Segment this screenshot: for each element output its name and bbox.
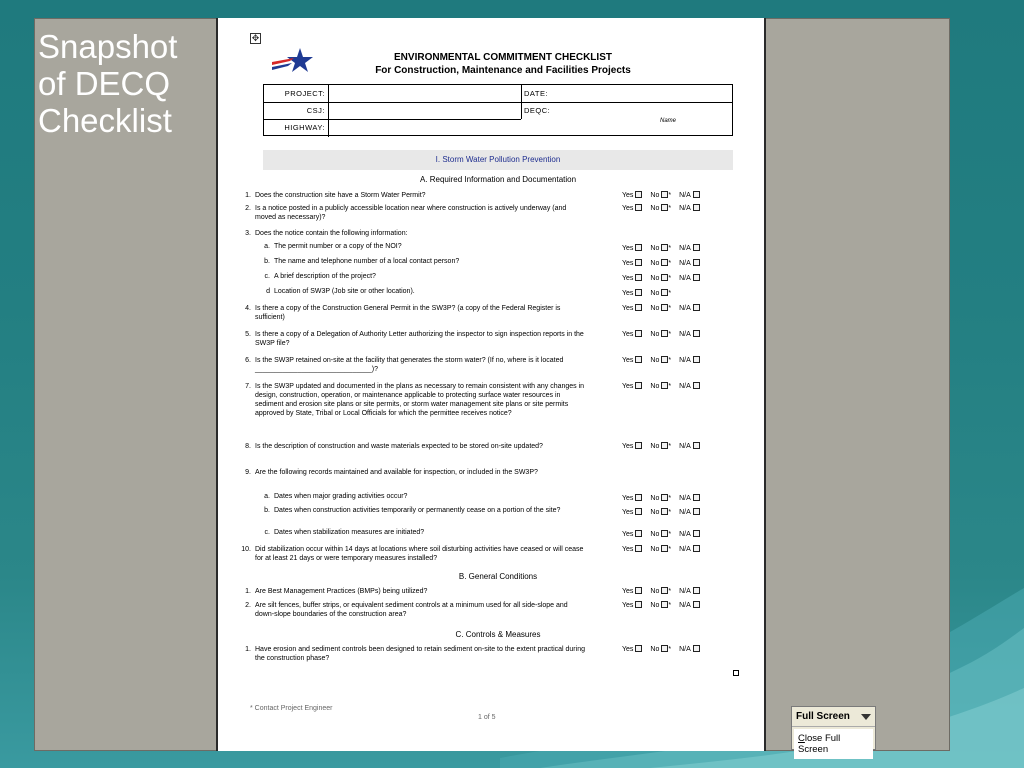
option-no: [650, 244, 671, 253]
option-na-checkbox[interactable]: [693, 442, 700, 449]
option-no: [650, 645, 671, 654]
option-na-checkbox[interactable]: [693, 259, 700, 266]
option-yes: [622, 289, 642, 298]
option-no-label: No: [650, 192, 660, 199]
option-na-label: N/A: [679, 205, 691, 212]
option-no: [650, 289, 671, 298]
option-yes-label: Yes: [622, 305, 634, 312]
option-yes: [622, 382, 642, 391]
option-yes-checkbox[interactable]: [635, 244, 642, 251]
item-text: Does the notice contain the following information:: [255, 230, 408, 237]
option-na-checkbox[interactable]: [693, 587, 700, 594]
item-number: a.: [264, 243, 270, 250]
option-yes-label: Yes: [622, 531, 634, 538]
item-number: 4.: [245, 305, 251, 312]
option-no-label: No: [650, 509, 660, 516]
option-yes-label: Yes: [622, 192, 634, 199]
contact-engineer-star: *: [668, 245, 672, 252]
option-no-label: No: [650, 383, 660, 390]
title-line-2: For Construction, Maintenance and Facilities Projects: [375, 65, 631, 76]
option-no-label: No: [650, 531, 660, 538]
contact-engineer-star: *: [668, 192, 672, 199]
option-na: [679, 508, 700, 517]
item-number: 1.: [245, 588, 251, 595]
item-number: b.: [264, 507, 270, 514]
item-text: Have erosion and sediment controls been designed to retain sediment on-site to the extent practical during the construction phase?: [255, 646, 585, 662]
contact-engineer-star: *: [668, 531, 672, 538]
footnote: * Contact Project Engineer: [250, 705, 333, 712]
item-text: Are Best Management Practices (BMPs) being utilized?: [255, 588, 428, 595]
option-no-label: No: [650, 495, 660, 502]
answer-options: [622, 530, 708, 539]
option-no-label: No: [650, 260, 660, 267]
option-yes-label: Yes: [622, 546, 634, 553]
option-na-checkbox[interactable]: [693, 530, 700, 537]
contact-engineer-star: *: [668, 357, 672, 364]
option-no: [650, 601, 671, 610]
option-yes-label: Yes: [622, 383, 634, 390]
option-na: [679, 382, 700, 391]
answer-options: [622, 587, 708, 596]
fullscreen-menu: [791, 706, 876, 755]
option-yes-label: Yes: [622, 205, 634, 212]
highway-label: HIGHWAY:: [284, 123, 325, 132]
item-number: 2.: [245, 602, 251, 609]
item-number: 1.: [245, 192, 251, 199]
answer-options: [622, 601, 708, 610]
item-text: Is the SW3P updated and documented in the plans as necessary to remain consistent with any changes in design, construction, operation, or maintenance applicable to protecting surface water resources in sediment and erosion site plans or site permits, or storm water management site plans or site permits approved by State, Tribal or Local Officials for which the permittee receives notice?: [255, 383, 585, 417]
option-no: [650, 442, 671, 451]
option-no: [650, 494, 671, 503]
option-yes: [622, 442, 642, 451]
item-text: Is the description of construction and waste materials expected to be stored on-site updated?: [255, 443, 543, 450]
option-yes: [622, 330, 642, 339]
option-yes-label: Yes: [622, 509, 634, 516]
item-text: Location of SW3P (Job site or other location).: [274, 288, 415, 295]
option-na: [679, 259, 700, 268]
answer-options: [622, 191, 708, 200]
option-na-checkbox[interactable]: [693, 382, 700, 389]
option-no-label: No: [650, 245, 660, 252]
option-no-label: No: [650, 275, 660, 282]
project-info-table: [263, 84, 733, 136]
option-yes-label: Yes: [622, 290, 634, 297]
contact-engineer-star: *: [668, 205, 672, 212]
item-number: 1.: [245, 646, 251, 653]
contact-engineer-star: *: [668, 383, 672, 390]
subsection-a: A. Required Information and Documentation: [419, 175, 577, 184]
answer-options: [622, 508, 708, 517]
option-yes: [622, 530, 642, 539]
option-yes-checkbox[interactable]: [635, 508, 642, 515]
item-number: 5.: [245, 331, 251, 338]
option-yes: [622, 191, 642, 200]
option-no: [650, 330, 671, 339]
option-na-checkbox[interactable]: [693, 356, 700, 363]
option-na-label: N/A: [679, 588, 691, 595]
option-na-label: N/A: [679, 192, 691, 199]
end-checkbox[interactable]: [733, 670, 739, 676]
contact-engineer-star: *: [668, 546, 672, 553]
option-na-label: N/A: [679, 546, 691, 553]
option-na: [679, 191, 700, 200]
item-text: The permit number or a copy of the NOI?: [274, 243, 402, 250]
contact-engineer-star: *: [668, 443, 672, 450]
option-no-label: No: [650, 331, 660, 338]
option-yes-checkbox[interactable]: [635, 545, 642, 552]
option-yes-checkbox[interactable]: [635, 274, 642, 281]
option-yes-checkbox[interactable]: [635, 442, 642, 449]
option-yes: [622, 508, 642, 517]
option-no: [650, 204, 671, 213]
contact-engineer-star: *: [668, 495, 672, 502]
document-page: [218, 18, 766, 751]
option-yes: [622, 274, 642, 283]
item-text: Did stabilization occur within 14 days at locations where soil disturbing activities have ceased or will cease for at least 21 days or were temporary measures installed?: [255, 546, 584, 562]
fullscreen-label: Full Screen: [796, 711, 850, 722]
option-yes-checkbox[interactable]: [635, 304, 642, 311]
option-na-label: N/A: [679, 495, 691, 502]
option-no: [650, 545, 671, 554]
document-title: [338, 51, 668, 77]
contact-engineer-star: *: [668, 588, 672, 595]
option-na-checkbox[interactable]: [693, 274, 700, 281]
fullscreen-button[interactable]: [792, 707, 875, 727]
item-text: Dates when stabilization measures are initiated?: [274, 529, 425, 536]
option-na-label: N/A: [679, 646, 691, 653]
item-text: Are silt fences, buffer strips, or equivalent sediment controls at a minimum used for all side-slope and down-slope boundaries of the construction area?: [255, 602, 568, 618]
contact-engineer-star: *: [668, 509, 672, 516]
answer-options: [622, 289, 679, 298]
option-no: [650, 508, 671, 517]
option-no: [650, 587, 671, 596]
option-no-label: No: [650, 305, 660, 312]
item-text: Is the SW3P retained on-site at the facility that generates the storm water? (If no, where is it located ______________________________)?: [255, 357, 564, 373]
project-label: PROJECT:: [284, 89, 325, 98]
item-number: 10.: [241, 546, 251, 553]
option-yes-label: Yes: [622, 602, 634, 609]
contact-engineer-star: *: [668, 275, 672, 282]
option-na: [679, 530, 700, 539]
page-number: 1 of 5: [478, 714, 496, 721]
item-number: 8.: [245, 443, 251, 450]
option-no-label: No: [650, 546, 660, 553]
option-no-label: No: [650, 443, 660, 450]
option-yes-checkbox[interactable]: [635, 289, 642, 296]
answer-options: [622, 382, 708, 391]
item-text: Does the construction site have a Storm Water Permit?: [255, 192, 426, 199]
answer-options: [622, 274, 708, 283]
option-yes: [622, 601, 642, 610]
contact-engineer-star: *: [668, 646, 672, 653]
option-no: [650, 191, 671, 200]
option-no: [650, 274, 671, 283]
csj-label: CSJ:: [306, 106, 325, 115]
option-yes-checkbox[interactable]: [635, 530, 642, 537]
option-na: [679, 204, 700, 213]
move-handle-icon[interactable]: ✥: [251, 33, 260, 43]
option-yes-checkbox[interactable]: [635, 382, 642, 389]
answer-options: [622, 545, 708, 554]
option-yes: [622, 244, 642, 253]
option-yes: [622, 545, 642, 554]
item-number: d: [266, 288, 270, 295]
option-na: [679, 304, 700, 313]
contact-engineer-star: *: [668, 260, 672, 267]
item-number: 7.: [245, 383, 251, 390]
item-text: Dates when major grading activities occur?: [274, 493, 408, 500]
option-no: [650, 530, 671, 539]
option-na-checkbox[interactable]: [693, 204, 700, 211]
option-na-label: N/A: [679, 260, 691, 267]
option-yes-label: Yes: [622, 443, 634, 450]
option-na-label: N/A: [679, 531, 691, 538]
option-na: [679, 645, 700, 654]
option-yes: [622, 204, 642, 213]
option-na: [679, 442, 700, 451]
option-yes: [622, 645, 642, 654]
option-yes-checkbox[interactable]: [635, 259, 642, 266]
section-header: I. Storm Water Pollution Prevention: [263, 150, 733, 170]
option-na-checkbox[interactable]: [693, 645, 700, 652]
option-na: [679, 274, 700, 283]
item-text: The name and telephone number of a local contact person?: [274, 258, 460, 265]
option-na: [679, 587, 700, 596]
option-yes-label: Yes: [622, 331, 634, 338]
item-number: 9.: [245, 469, 251, 476]
option-na: [679, 244, 700, 253]
option-na-checkbox[interactable]: [693, 545, 700, 552]
option-yes-checkbox[interactable]: [635, 204, 642, 211]
option-na-checkbox[interactable]: [693, 508, 700, 515]
txdot-logo: [270, 46, 320, 82]
option-na-label: N/A: [679, 357, 691, 364]
option-no-label: No: [650, 588, 660, 595]
item-number: 3.: [245, 230, 251, 237]
option-yes-checkbox[interactable]: [635, 330, 642, 337]
option-na-label: N/A: [679, 305, 691, 312]
answer-options: [622, 494, 708, 503]
option-yes-checkbox[interactable]: [635, 645, 642, 652]
option-na: [679, 356, 700, 365]
option-yes-label: Yes: [622, 245, 634, 252]
option-no-label: No: [650, 290, 660, 297]
option-no-label: No: [650, 357, 660, 364]
answer-options: [622, 304, 708, 313]
answer-options: [622, 244, 708, 253]
option-yes-checkbox[interactable]: [635, 356, 642, 363]
option-yes: [622, 494, 642, 503]
option-na: [679, 601, 700, 610]
slide-title: Snapshot of DECQ Checklist: [38, 28, 178, 139]
option-na-checkbox[interactable]: [693, 330, 700, 337]
answer-options: [622, 330, 708, 339]
subsection-b: B. General Conditions: [458, 572, 538, 581]
contact-engineer-star: *: [668, 331, 672, 338]
option-yes: [622, 259, 642, 268]
chevron-down-icon[interactable]: [861, 714, 871, 720]
option-yes-checkbox[interactable]: [635, 601, 642, 608]
option-no-label: No: [650, 646, 660, 653]
option-na-checkbox[interactable]: [693, 494, 700, 501]
option-yes: [622, 356, 642, 365]
item-text: Is a notice posted in a publicly accessible location near where construction is actively underway (and moved as necessary)?: [255, 205, 567, 221]
option-na-checkbox[interactable]: [693, 191, 700, 198]
option-na: [679, 494, 700, 503]
option-yes-label: Yes: [622, 495, 634, 502]
item-number: a.: [264, 493, 270, 500]
date-label: DATE:: [524, 89, 549, 98]
item-text: Dates when construction activities temporarily or permanently cease on a portion of the site?: [274, 507, 561, 514]
option-na-label: N/A: [679, 331, 691, 338]
option-no: [650, 382, 671, 391]
close-fullscreen-item[interactable]: [794, 729, 873, 759]
option-no-label: No: [650, 602, 660, 609]
option-yes: [622, 587, 642, 596]
item-number: c.: [264, 273, 270, 280]
answer-options: [622, 645, 708, 654]
option-no: [650, 304, 671, 313]
option-yes-checkbox[interactable]: [635, 494, 642, 501]
close-label: lose Full Screen: [798, 733, 841, 755]
option-na-checkbox[interactable]: [693, 244, 700, 251]
option-na: [679, 330, 700, 339]
option-yes-label: Yes: [622, 588, 634, 595]
contact-engineer-star: *: [668, 290, 672, 297]
item-number: 2.: [245, 205, 251, 212]
option-yes: [622, 304, 642, 313]
option-yes-label: Yes: [622, 357, 634, 364]
option-no: [650, 356, 671, 365]
option-yes-checkbox[interactable]: [635, 587, 642, 594]
item-number: b.: [264, 258, 270, 265]
close-accesskey: C: [798, 733, 805, 744]
item-text: A brief description of the project?: [274, 273, 376, 280]
option-yes-label: Yes: [622, 260, 634, 267]
option-na-label: N/A: [679, 383, 691, 390]
answer-options: [622, 356, 708, 365]
option-yes-checkbox[interactable]: [635, 191, 642, 198]
item-number: c.: [264, 529, 270, 536]
option-no: [650, 259, 671, 268]
deqc-label: DEQC:: [524, 106, 551, 115]
option-no-label: No: [650, 205, 660, 212]
option-na-checkbox[interactable]: [693, 601, 700, 608]
option-na-label: N/A: [679, 509, 691, 516]
option-na-checkbox[interactable]: [693, 304, 700, 311]
answer-options: [622, 442, 708, 451]
answer-options: [622, 259, 708, 268]
item-text: Are the following records maintained and available for inspection, or included in the SW3P?: [255, 469, 538, 476]
item-number: 6.: [245, 357, 251, 364]
subsection-c: C. Controls & Measures: [455, 630, 541, 639]
option-na: [679, 545, 700, 554]
option-na-label: N/A: [679, 443, 691, 450]
option-na-label: N/A: [679, 275, 691, 282]
item-text: Is there a copy of a Delegation of Authority Letter authorizing the inspector to sign inspection reports in the SW3P file?: [255, 331, 584, 347]
contact-engineer-star: *: [668, 602, 672, 609]
answer-options: [622, 204, 708, 213]
option-yes-label: Yes: [622, 275, 634, 282]
item-text: Is there a copy of the Construction General Permit in the SW3P? (a copy of the Federal Register is sufficient): [255, 305, 561, 321]
contact-engineer-star: *: [668, 305, 672, 312]
title-line-1: ENVIRONMENTAL COMMITMENT CHECKLIST: [394, 52, 612, 63]
option-yes-label: Yes: [622, 646, 634, 653]
option-na-label: N/A: [679, 245, 691, 252]
option-na-label: N/A: [679, 602, 691, 609]
name-hint: Name: [660, 118, 677, 124]
